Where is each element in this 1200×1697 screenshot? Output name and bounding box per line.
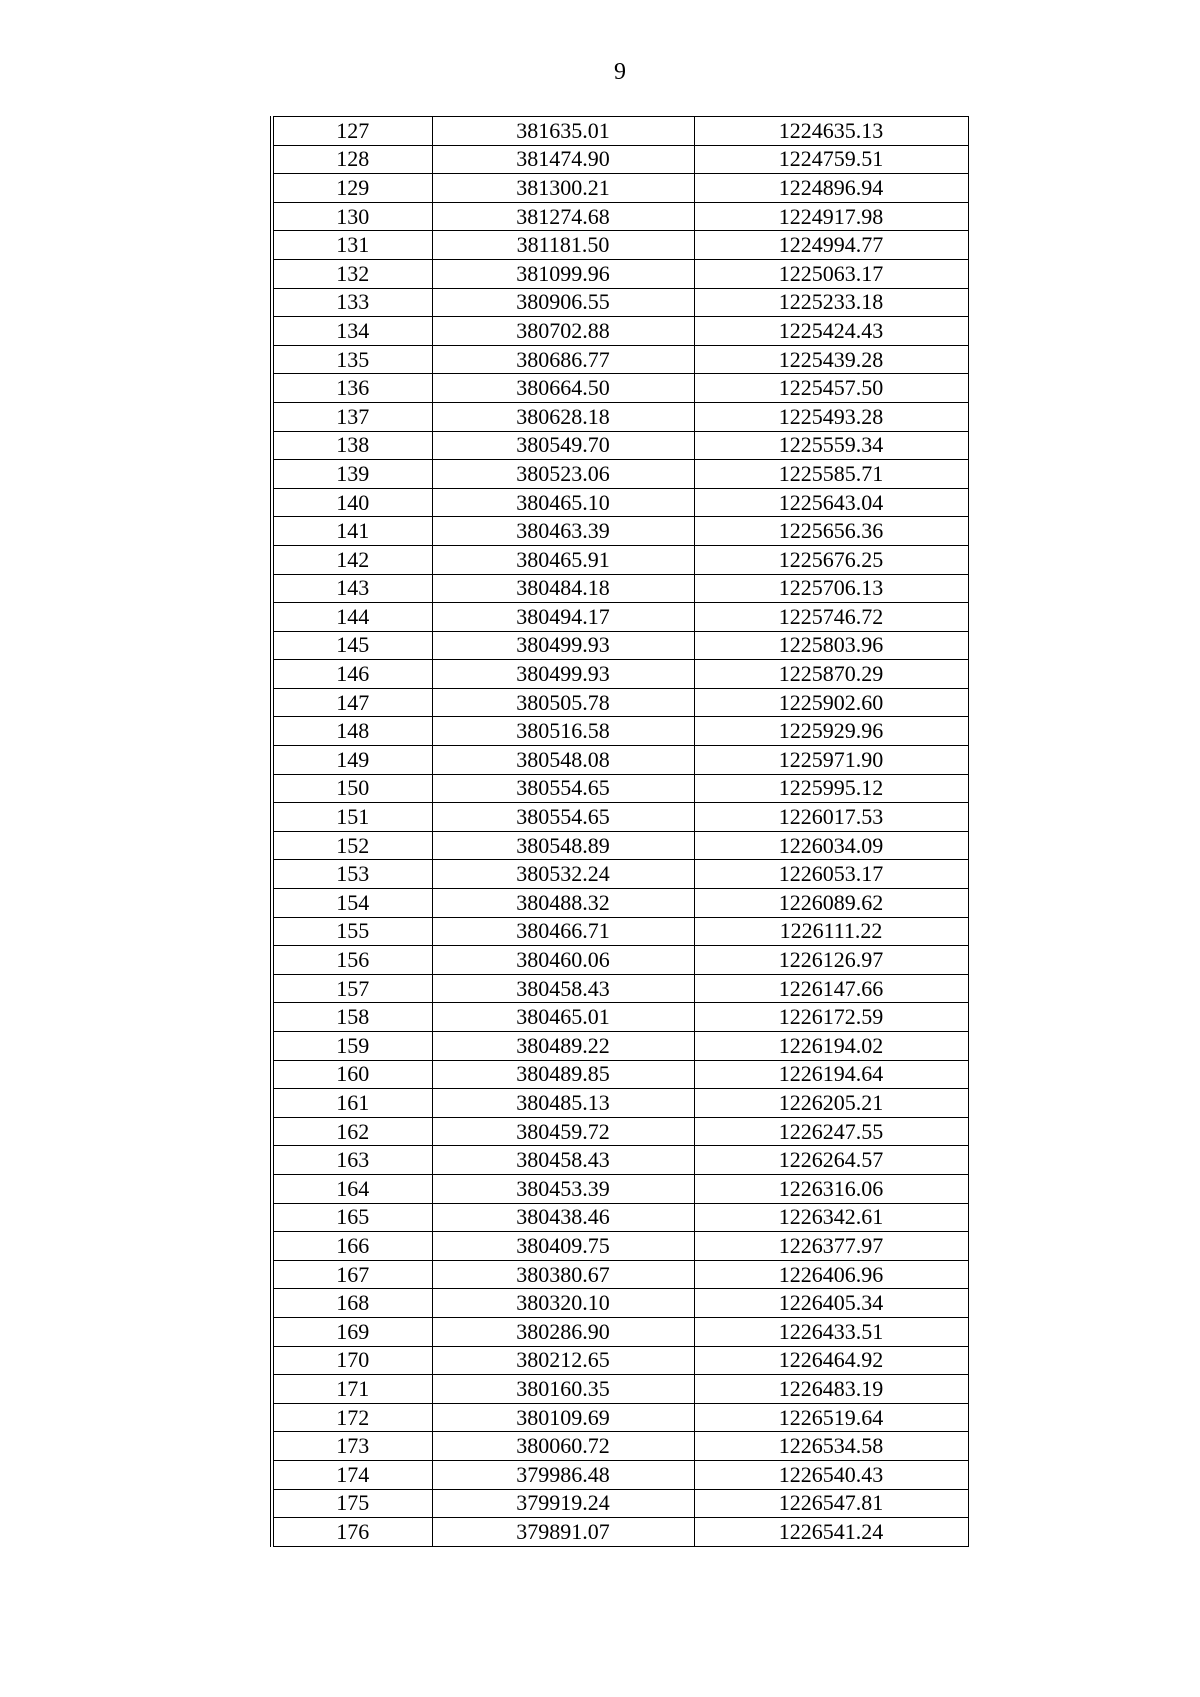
point-number-cell: 175 (272, 1489, 432, 1518)
table-row (272, 1032, 968, 1061)
x-coordinate-cell: 380466.71 (432, 917, 694, 946)
table-row (272, 1432, 968, 1461)
y-coordinate-cell: 1225457.50 (694, 374, 968, 403)
point-number-cell: 142 (272, 545, 432, 574)
y-coordinate-cell: 1225656.36 (694, 517, 968, 546)
table-row (272, 803, 968, 832)
x-coordinate-cell: 380523.06 (432, 460, 694, 489)
y-coordinate-cell: 1225643.04 (694, 488, 968, 517)
point-number-cell: 160 (272, 1060, 432, 1089)
x-coordinate-cell: 380380.67 (432, 1260, 694, 1289)
y-coordinate-cell: 1225902.60 (694, 688, 968, 717)
table-row (272, 1089, 968, 1118)
point-number-cell: 137 (272, 402, 432, 431)
table-row (272, 202, 968, 231)
table-row (272, 374, 968, 403)
x-coordinate-cell: 380109.69 (432, 1403, 694, 1432)
y-coordinate-cell: 1224759.51 (694, 145, 968, 174)
point-number-cell: 135 (272, 345, 432, 374)
x-coordinate-cell: 380463.39 (432, 517, 694, 546)
point-number-cell: 155 (272, 917, 432, 946)
x-coordinate-cell: 380460.06 (432, 946, 694, 975)
table-row (272, 774, 968, 803)
y-coordinate-cell: 1226342.61 (694, 1203, 968, 1232)
table-row (272, 431, 968, 460)
table-row (272, 946, 968, 975)
point-number-cell: 144 (272, 603, 432, 632)
x-coordinate-cell: 380438.46 (432, 1203, 694, 1232)
x-coordinate-cell: 380489.85 (432, 1060, 694, 1089)
point-number-cell: 169 (272, 1317, 432, 1346)
y-coordinate-cell: 1226147.66 (694, 974, 968, 1003)
x-coordinate-cell: 380465.01 (432, 1003, 694, 1032)
point-number-cell: 154 (272, 889, 432, 918)
x-coordinate-cell: 380212.65 (432, 1346, 694, 1375)
table-row (272, 831, 968, 860)
x-coordinate-cell: 380458.43 (432, 1146, 694, 1175)
table-row (272, 631, 968, 660)
x-coordinate-cell: 380554.65 (432, 803, 694, 832)
y-coordinate-cell: 1226034.09 (694, 831, 968, 860)
y-coordinate-cell: 1226464.92 (694, 1346, 968, 1375)
table-row (272, 460, 968, 489)
point-number-cell: 149 (272, 746, 432, 775)
table-row (272, 688, 968, 717)
y-coordinate-cell: 1224917.98 (694, 202, 968, 231)
point-number-cell: 173 (272, 1432, 432, 1461)
table-row (272, 345, 968, 374)
x-coordinate-cell: 380489.22 (432, 1032, 694, 1061)
y-coordinate-cell: 1224635.13 (694, 117, 968, 146)
point-number-cell: 168 (272, 1289, 432, 1318)
point-number-cell: 131 (272, 231, 432, 260)
x-coordinate-cell: 380532.24 (432, 860, 694, 889)
y-coordinate-cell: 1224994.77 (694, 231, 968, 260)
table-row (272, 1174, 968, 1203)
y-coordinate-cell: 1225233.18 (694, 288, 968, 317)
x-coordinate-cell: 380628.18 (432, 402, 694, 431)
y-coordinate-cell: 1225559.34 (694, 431, 968, 460)
x-coordinate-cell: 380409.75 (432, 1232, 694, 1261)
x-coordinate-cell: 380499.93 (432, 631, 694, 660)
point-number-cell: 153 (272, 860, 432, 889)
table-row (272, 145, 968, 174)
point-number-cell: 139 (272, 460, 432, 489)
x-coordinate-cell: 380549.70 (432, 431, 694, 460)
y-coordinate-cell: 1226247.55 (694, 1117, 968, 1146)
point-number-cell: 162 (272, 1117, 432, 1146)
y-coordinate-cell: 1225929.96 (694, 717, 968, 746)
y-coordinate-cell: 1226405.34 (694, 1289, 968, 1318)
y-coordinate-cell: 1226172.59 (694, 1003, 968, 1032)
point-number-cell: 174 (272, 1460, 432, 1489)
y-coordinate-cell: 1226194.02 (694, 1032, 968, 1061)
point-number-cell: 170 (272, 1346, 432, 1375)
point-number-cell: 130 (272, 202, 432, 231)
y-coordinate-cell: 1224896.94 (694, 174, 968, 203)
table-row (272, 1489, 968, 1518)
point-number-cell: 152 (272, 831, 432, 860)
point-number-cell: 157 (272, 974, 432, 1003)
table-row (272, 1232, 968, 1261)
x-coordinate-cell: 379891.07 (432, 1518, 694, 1547)
point-number-cell: 145 (272, 631, 432, 660)
table-row (272, 1346, 968, 1375)
point-number-cell: 164 (272, 1174, 432, 1203)
point-number-cell: 134 (272, 317, 432, 346)
y-coordinate-cell: 1226205.21 (694, 1089, 968, 1118)
y-coordinate-cell: 1226126.97 (694, 946, 968, 975)
y-coordinate-cell: 1226519.64 (694, 1403, 968, 1432)
x-coordinate-cell: 381274.68 (432, 202, 694, 231)
y-coordinate-cell: 1226433.51 (694, 1317, 968, 1346)
x-coordinate-cell: 380320.10 (432, 1289, 694, 1318)
y-coordinate-cell: 1226316.06 (694, 1174, 968, 1203)
point-number-cell: 136 (272, 374, 432, 403)
page-number: 9 (614, 59, 626, 85)
y-coordinate-cell: 1225676.25 (694, 545, 968, 574)
x-coordinate-cell: 380494.17 (432, 603, 694, 632)
point-number-cell: 150 (272, 774, 432, 803)
x-coordinate-cell: 380548.08 (432, 746, 694, 775)
table-row (272, 402, 968, 431)
point-number-cell: 166 (272, 1232, 432, 1261)
point-number-cell: 140 (272, 488, 432, 517)
table-row (272, 1260, 968, 1289)
point-number-cell: 138 (272, 431, 432, 460)
point-number-cell: 165 (272, 1203, 432, 1232)
x-coordinate-cell: 380548.89 (432, 831, 694, 860)
table-row (272, 574, 968, 603)
x-coordinate-cell: 380686.77 (432, 345, 694, 374)
table-row (272, 1460, 968, 1489)
table-row (272, 288, 968, 317)
y-coordinate-cell: 1225706.13 (694, 574, 968, 603)
point-number-cell: 147 (272, 688, 432, 717)
y-coordinate-cell: 1225424.43 (694, 317, 968, 346)
table-row (272, 603, 968, 632)
table-row (272, 1003, 968, 1032)
x-coordinate-cell: 380516.58 (432, 717, 694, 746)
x-coordinate-cell: 380906.55 (432, 288, 694, 317)
x-coordinate-cell: 381474.90 (432, 145, 694, 174)
x-coordinate-cell: 380505.78 (432, 688, 694, 717)
x-coordinate-cell: 380488.32 (432, 889, 694, 918)
table-row (272, 1146, 968, 1175)
x-coordinate-cell: 380484.18 (432, 574, 694, 603)
y-coordinate-cell: 1226483.19 (694, 1375, 968, 1404)
point-number-cell: 143 (272, 574, 432, 603)
point-number-cell: 146 (272, 660, 432, 689)
x-coordinate-cell: 380702.88 (432, 317, 694, 346)
table-row (272, 1060, 968, 1089)
x-coordinate-cell: 381635.01 (432, 117, 694, 146)
y-coordinate-cell: 1225971.90 (694, 746, 968, 775)
x-coordinate-cell: 381181.50 (432, 231, 694, 260)
y-coordinate-cell: 1226547.81 (694, 1489, 968, 1518)
x-coordinate-cell: 379919.24 (432, 1489, 694, 1518)
point-number-cell: 159 (272, 1032, 432, 1061)
x-coordinate-cell: 380485.13 (432, 1089, 694, 1118)
x-coordinate-cell: 381300.21 (432, 174, 694, 203)
x-coordinate-cell: 380554.65 (432, 774, 694, 803)
table-row (272, 117, 968, 146)
x-coordinate-cell: 380664.50 (432, 374, 694, 403)
x-coordinate-cell: 381099.96 (432, 259, 694, 288)
table-row (272, 917, 968, 946)
y-coordinate-cell: 1225995.12 (694, 774, 968, 803)
y-coordinate-cell: 1226053.17 (694, 860, 968, 889)
x-coordinate-cell: 380458.43 (432, 974, 694, 1003)
table-row (272, 1317, 968, 1346)
table-row (272, 231, 968, 260)
y-coordinate-cell: 1226534.58 (694, 1432, 968, 1461)
point-number-cell: 156 (272, 946, 432, 975)
point-number-cell: 141 (272, 517, 432, 546)
y-coordinate-cell: 1226264.57 (694, 1146, 968, 1175)
y-coordinate-cell: 1225585.71 (694, 460, 968, 489)
y-coordinate-cell: 1225493.28 (694, 402, 968, 431)
x-coordinate-cell: 380465.10 (432, 488, 694, 517)
x-coordinate-cell: 380465.91 (432, 545, 694, 574)
y-coordinate-cell: 1225870.29 (694, 660, 968, 689)
point-number-cell: 132 (272, 259, 432, 288)
point-number-cell: 167 (272, 1260, 432, 1289)
table-row (272, 746, 968, 775)
point-number-cell: 133 (272, 288, 432, 317)
table-row (272, 259, 968, 288)
point-number-cell: 128 (272, 145, 432, 174)
y-coordinate-cell: 1226406.96 (694, 1260, 968, 1289)
coordinate-table (270, 116, 969, 1547)
y-coordinate-cell: 1225746.72 (694, 603, 968, 632)
x-coordinate-cell: 380286.90 (432, 1317, 694, 1346)
table-row (272, 545, 968, 574)
x-coordinate-cell: 380459.72 (432, 1117, 694, 1146)
point-number-cell: 127 (272, 117, 432, 146)
y-coordinate-cell: 1226541.24 (694, 1518, 968, 1547)
table-row (272, 1403, 968, 1432)
table-row (272, 1375, 968, 1404)
point-number-cell: 129 (272, 174, 432, 203)
table-row (272, 174, 968, 203)
table-row (272, 860, 968, 889)
table-row (272, 1203, 968, 1232)
y-coordinate-cell: 1226540.43 (694, 1460, 968, 1489)
y-coordinate-cell: 1225063.17 (694, 259, 968, 288)
point-number-cell: 161 (272, 1089, 432, 1118)
y-coordinate-cell: 1226377.97 (694, 1232, 968, 1261)
point-number-cell: 151 (272, 803, 432, 832)
y-coordinate-cell: 1226089.62 (694, 889, 968, 918)
table-row (272, 974, 968, 1003)
table-row (272, 717, 968, 746)
y-coordinate-cell: 1225439.28 (694, 345, 968, 374)
x-coordinate-cell: 380499.93 (432, 660, 694, 689)
table-row (272, 1518, 968, 1547)
point-number-cell: 171 (272, 1375, 432, 1404)
table-row (272, 889, 968, 918)
x-coordinate-cell: 380160.35 (432, 1375, 694, 1404)
point-number-cell: 172 (272, 1403, 432, 1432)
table-row (272, 1289, 968, 1318)
x-coordinate-cell: 380060.72 (432, 1432, 694, 1461)
coordinate-table-body (272, 117, 968, 1547)
point-number-cell: 148 (272, 717, 432, 746)
table-row (272, 488, 968, 517)
x-coordinate-cell: 379986.48 (432, 1460, 694, 1489)
table-row (272, 517, 968, 546)
point-number-cell: 176 (272, 1518, 432, 1547)
point-number-cell: 158 (272, 1003, 432, 1032)
y-coordinate-cell: 1225803.96 (694, 631, 968, 660)
y-coordinate-cell: 1226194.64 (694, 1060, 968, 1089)
table-row (272, 317, 968, 346)
point-number-cell: 163 (272, 1146, 432, 1175)
y-coordinate-cell: 1226017.53 (694, 803, 968, 832)
table-row (272, 1117, 968, 1146)
x-coordinate-cell: 380453.39 (432, 1174, 694, 1203)
y-coordinate-cell: 1226111.22 (694, 917, 968, 946)
table-row (272, 660, 968, 689)
